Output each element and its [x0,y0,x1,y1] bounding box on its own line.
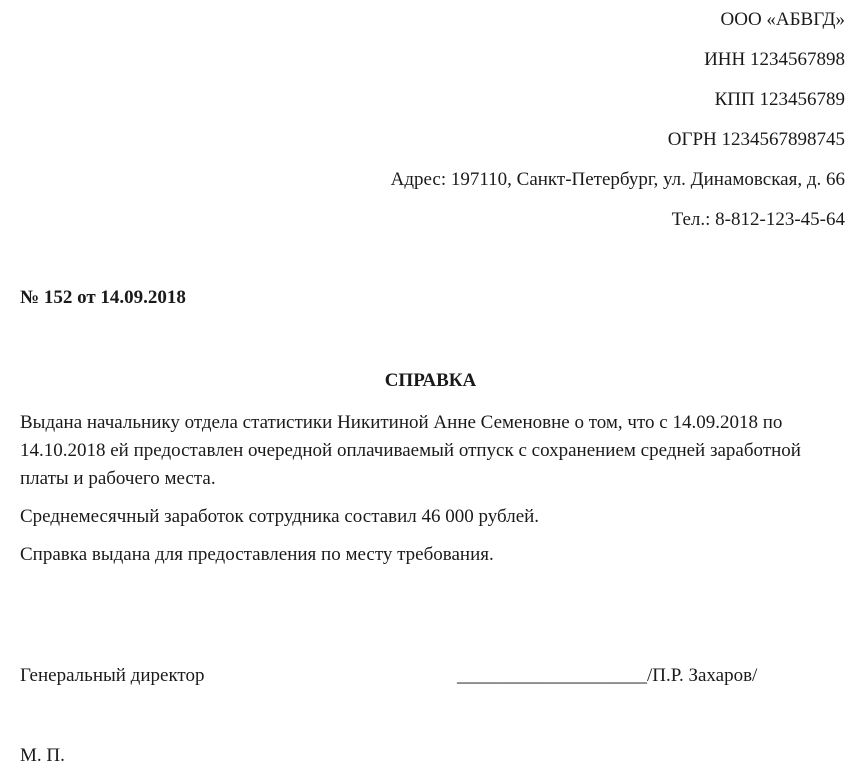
ogrn-line: ОГРН 1234567898745 [667,129,845,150]
signatory-position: Генеральный директор [20,665,205,686]
kpp-line: КПП 123456789 [714,89,845,110]
stamp-place: М. П. [20,745,65,766]
document-header [391,0,845,240]
body-paragraph: Выдана начальнику отдела статистики Никитиной Анне Семеновне о том, что с 14.09.2018 по 14.10.2018 ей предоставлен очередной оплачиваемый отпуск с сохранением средней заработной платы и рабочего места. [20,412,801,489]
document-title: СПРАВКА [384,370,477,391]
body-paragraph: Справка выдана для предоставления по месту требования. [20,544,494,565]
document-number-date: № 152 от 14.09.2018 [20,287,186,308]
document-body [20,409,850,579]
inn-line: ИНН 1234567898 [704,49,845,70]
signature-block [20,665,850,691]
address-line: Адрес: 197110, Санкт-Петербург, ул. Динамовская, д. 66 [390,169,845,190]
company-name: ООО «АБВГД» [720,9,845,30]
body-paragraph: Среднемесячный заработок сотрудника составил 46 000 рублей. [20,506,540,527]
signature-line: ____________________/П.Р. Захаров/ [457,665,758,686]
phone-line: Тел.: 8-812-123-45-64 [671,209,845,230]
